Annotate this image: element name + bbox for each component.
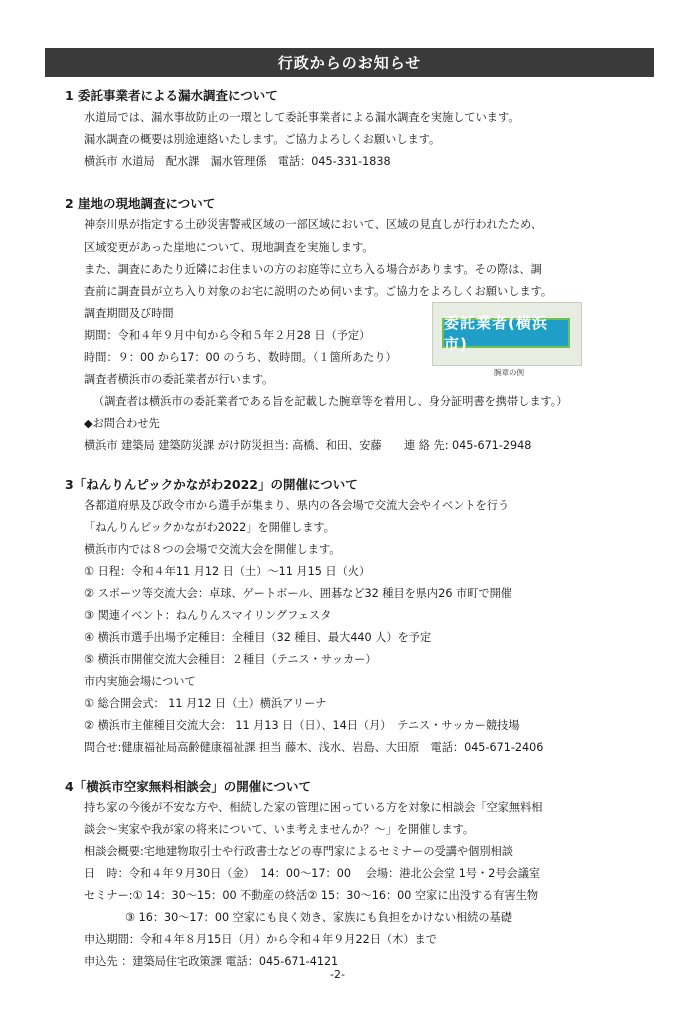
yokohama-events: ⑤ 横浜市開催交流大会種目：２種目（テニス・サッカー） [84, 653, 377, 666]
notice-banner: 行政からのお知らせ [45, 48, 654, 77]
armband-caption: 腕章の例 [494, 368, 524, 377]
section-4-line: 持ち家の今後が不安な方や、相続した家の管理に困っている方を対象に相談会「空家無料相 [84, 801, 543, 814]
section-4-line: 談会～実家や我が家の将来について、いま考えませんか？～」を開催します。 [84, 823, 475, 836]
section-3-line: 「ねんりんピックかながわ2022」を開催します。 [84, 521, 335, 534]
armband-example: 委託業者(横浜市) [442, 318, 570, 348]
section-4-contact: 申込先 ：建築局住宅政策課 電話：045-671-4121 [84, 955, 339, 968]
consultation-overview: 相談会概要:宅地建物取引士や行政書士などの専門家によるセミナーの受講や個別相談 [84, 845, 513, 858]
opening-ceremony: ① 総合開会式： 11 月12 日（土）横浜アリーナ [84, 697, 327, 710]
sports-events: ② スポーツ等交流大会：卓球、ゲートボール、囲碁など32 種目を県内26 市町で開催 [84, 587, 512, 600]
section-2-line: 査前に調査員が立ち入り対象のお宅に説明のため伺います。ご協力をよろしくお願いします。 [84, 285, 553, 298]
section-2-heading: 2 崖地の現地調査について [65, 196, 216, 211]
application-period: 申込期間：令和４年８月15日（月）から令和４年９月22日（木）まで [84, 933, 437, 946]
yokohama-participation: ④ 横浜市選手出場予定種目：全種目（32 種目、最大440 人）を予定 [84, 631, 432, 644]
section-3-heading: 3「ねんりんピックかながわ2022」の開催について [65, 477, 358, 492]
event-schedule: ① 日程：令和４年11 月12 日（土）～11 月15 日（火） [84, 565, 371, 578]
seminar-schedule: セミナー:① 14：30～15：00 不動産の終活② 15：30～16：00 空家に出没する有害生物 [84, 889, 539, 902]
page-number: -2- [330, 968, 345, 981]
section-2-line: また、調査にあたり近隣にお住まいの方のお庭等に立ち入る場合があります。その際は、調 [84, 263, 542, 276]
survey-period: 期間：令和４年９月中旬から令和５年２月28 日（予定） [84, 329, 371, 342]
section-2-line: 神奈川県が指定する土砂災害警戒区域の一部区域において、区域の見直しが行われたため、 [84, 218, 543, 231]
consultation-datetime: 日 時：令和４年９月30日（金） 14：00～17：00 会場：港北公会堂 1号・2号会議室 [84, 867, 541, 880]
section-1-contact: 横浜市 水道局 配水課 漏水管理係 電話：045-331-1838 [84, 155, 391, 168]
section-3-line: 各都道府県及び政令市から選手が集まり、県内の各会場で交流大会やイベントを行う [84, 499, 510, 512]
section-3-contact: 問合せ:健康福祉局高齢健康福祉課 担当 藤木、浅水、岩島、大田原 電話：045-671-2406 [84, 741, 544, 754]
survey-staff: 調査者横浜市の委託業者が行います。 [84, 373, 274, 386]
seminar-schedule-cont: ③ 16：30～17：00 空家にも良く効き、家族にも負担をかけない相続の基礎 [125, 911, 512, 924]
yokohama-tournament: ② 横浜市主催種目交流大会： 11 月13 日（日）、14日（月） テニス・サッカー競技場 [84, 719, 520, 732]
section-1-line: 漏水調査の概要は別途連絡いたします。ご協力よろしくお願いします。 [84, 133, 441, 146]
section-1-heading: 1 委託事業者による漏水調査について [65, 88, 278, 103]
section-2-contact: 横浜市 建築局 建築防災課 がけ防災担当: 高橋、和田、安藤 連 絡 先: 045-671-2948 [84, 439, 532, 452]
contact-label: ◆お問合わせ先 [84, 417, 160, 430]
survey-staff-note: （調査者は横浜市の委託業者である旨を記載した腕章等を着用し、身分証明書を携帯します。） [93, 395, 568, 408]
survey-time: 時間：９：00 から17：00 のうち、数時間。（１箇所あたり） [84, 351, 397, 364]
related-event: ③ 関連イベント：ねんりんスマイリングフェスタ [84, 609, 332, 622]
section-4-heading: 4「横浜市空家無料相談会」の開催について [65, 779, 311, 794]
section-2-line: 区域変更があった崖地について、現地調査を実施します。 [84, 241, 374, 254]
section-3-line: 横浜市内では８つの会場で交流大会を開催します。 [84, 543, 341, 556]
venues-label: 市内実施会場について [84, 675, 196, 688]
survey-period-label: 調査期間及び時間 [84, 307, 174, 320]
section-1-line: 水道局では、漏水事故防止の一環として委託事業者による漏水調査を実施しています。 [84, 111, 520, 124]
